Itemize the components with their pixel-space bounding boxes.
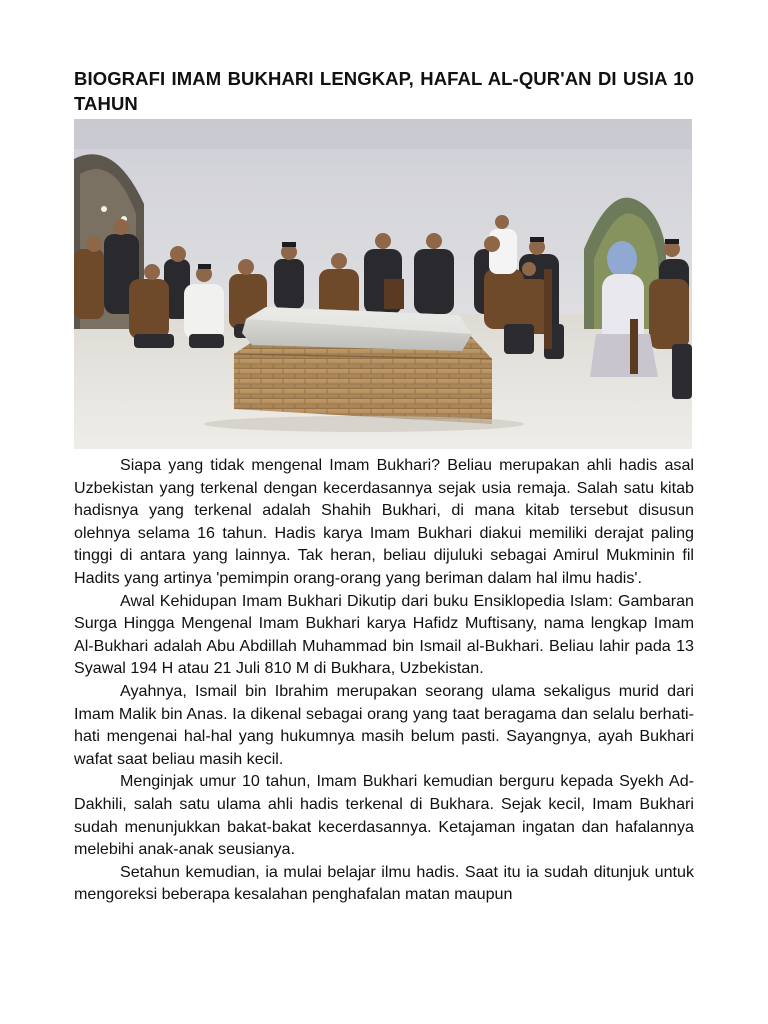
paragraph: Awal Kehidupan Imam Bukhari Dikutip dari buku Ensiklopedia Islam: Gambaran Surga Hingga Mengenal Imam Bukhari karya Hafidz Muftisany, nama lengkap Imam Al-Bukhari adalah Abu Abdillah Muhammad bin Ismail al-Bukhari. Beliau lahir pada 13 Syawal 194 H atau 21 Juli 810 M di Bukhara, Uzbekistan. — [74, 591, 694, 678]
paragraph: Menginjak umur 10 tahun, Imam Bukhari kemudian berguru kepada Syekh Ad-Dakhili, salah satu ulama ahli hadis terkenal di Bukhara. Sejak kecil, Imam Bukhari sudah menunjukkan bakat-bakat kecerdasannya. Ketajaman ingatan dan hafalannya melebihi anak-anak seusianya. — [74, 772, 694, 859]
paragraph: Ayahnya, Ismail bin Ibrahim merupakan seorang ulama sekaligus murid dari Imam Malik bin Anas. Ia dikenal sebagai orang yang taat beragama dan selalu berhati-hati mengenai hal-hal yang hukumnya masih belum pasti. Sayangnya, ayah Bukhari wafat saat beliau masih kecil. — [74, 681, 694, 768]
paragraph: Setahun kemudian, ia mulai belajar ilmu hadis. Saat itu ia sudah ditunjuk untuk mengoreksi beberapa kesalahan penghafalan matan maupun — [74, 862, 694, 904]
photo-tomb-visit — [74, 119, 692, 449]
article-body — [74, 454, 694, 906]
page-title: BIOGRAFI IMAM BUKHARI LENGKAP, HAFAL AL-QUR'AN DI USIA 10 TAHUN — [74, 68, 694, 114]
paragraph: Siapa yang tidak mengenal Imam Bukhari? Beliau merupakan ahli hadis asal Uzbekistan yang terkenal dengan kecerdasannya sejak usia remaja. Salah satu kitab hadisnya yang terkenal adalah Shahih Bukhari, di mana kitab tersebut disusun olehnya selama 16 tahun. Hadis karya Imam Bukhari diakui memiliki derajat paling tinggi di antara yang lainnya. Tak heran, beliau dijuluki sebagai Amirul Mukminin fil Hadits yang artinya 'pemimpin orang-orang yang beriman dalam hal ilmu hadis'. — [74, 456, 694, 587]
document-page — [74, 66, 694, 906]
